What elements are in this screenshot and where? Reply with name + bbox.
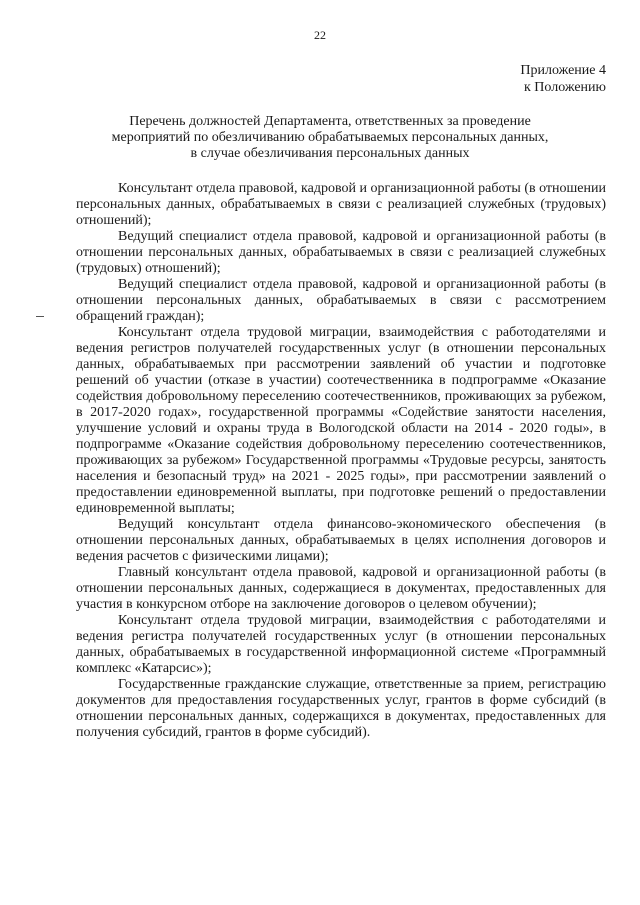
position-paragraph-8: Государственные гражданские служащие, ответственные за прием, регистрацию документов для предоставления государственных услуг, грантов в форме субсидий (в отношении персональных данных, содержащихся в документах, предоставленных для получения субсидий, грантов в форме субсидий). [76, 677, 606, 740]
appendix-reference [520, 62, 606, 96]
position-list [76, 181, 606, 741]
position-paragraph-3: Ведущий специалист отдела правовой, кадровой и организационной работы (в отношении персональных данных, обрабатываемых в связи с рассмотрением обращений граждан); [76, 277, 606, 324]
document-title [50, 114, 610, 162]
title-line-2: мероприятий по обезличиванию обрабатываемых персональных данных, [111, 130, 549, 145]
position-paragraph-4: Консультант отдела трудовой миграции, взаимодействия с работодателями и ведения регистров получателей государственных услуг (в отношении персональных данных, обрабатываемых при рассмотрении заявлений об участии и подготовке решений об участии (отказе в участии) соотечественника в подпрограмме «Оказание содействия добровольному переселению соотечественников, проживающих за рубежом, в 2017-2020 годах», государственной программы «Содействие занятости населения, улучшение условий и охраны труда в Вологодской области на 2014 - 2020 годы», в подпрограмме «Оказание содействия добровольному переселению соотечественников, проживающих за рубежом» Государственной программы «Трудовые ресурсы, занятость населения и безопасный труд» на 2021 - 2025 годы», при рассмотрении заявлений о предоставлении единовременной выплаты, при подготовке решений о предоставлении единовременной выплаты; [76, 325, 606, 516]
position-paragraph-6: Главный консультант отдела правовой, кадровой и организационной работы (в отношении персональных данных, содержащиеся в документах, предоставленных для участия в конкурсном отборе на заключение договоров о целевом обучении); [76, 565, 606, 612]
page-number: 22 [314, 28, 326, 42]
appendix-line-2: к Положению [523, 80, 606, 95]
title-line-1: Перечень должностей Департамента, ответственных за проведение [129, 114, 531, 129]
appendix-line-1: Приложение 4 [520, 63, 606, 78]
position-paragraph-1: Консультант отдела правовой, кадровой и организационной работы (в отношении персональных данных, обрабатываемых в связи с реализацией служебных (трудовых) отношений); [76, 181, 606, 228]
position-paragraph-5: Ведущий консультант отдела финансово-экономического обеспечения (в отношении персональных данных, обрабатываемых в целях исполнения договоров и ведения расчетов с физическими лицами); [76, 517, 606, 564]
position-paragraph-7: Консультант отдела трудовой миграции, взаимодействия с работодателями и ведения регистра получателей государственных услуг (в отношении персональных данных, обрабатываемых в государственной информационной системе «Программный комплекс «Катарсис»); [76, 613, 606, 676]
position-paragraph-2: Ведущий специалист отдела правовой, кадровой и организационной работы (в отношении персональных данных, обрабатываемых в связи с реализацией служебных (трудовых) отношений); [76, 229, 606, 276]
margin-mark [36, 316, 44, 317]
title-line-3: в случае обезличивания персональных данных [190, 146, 470, 161]
